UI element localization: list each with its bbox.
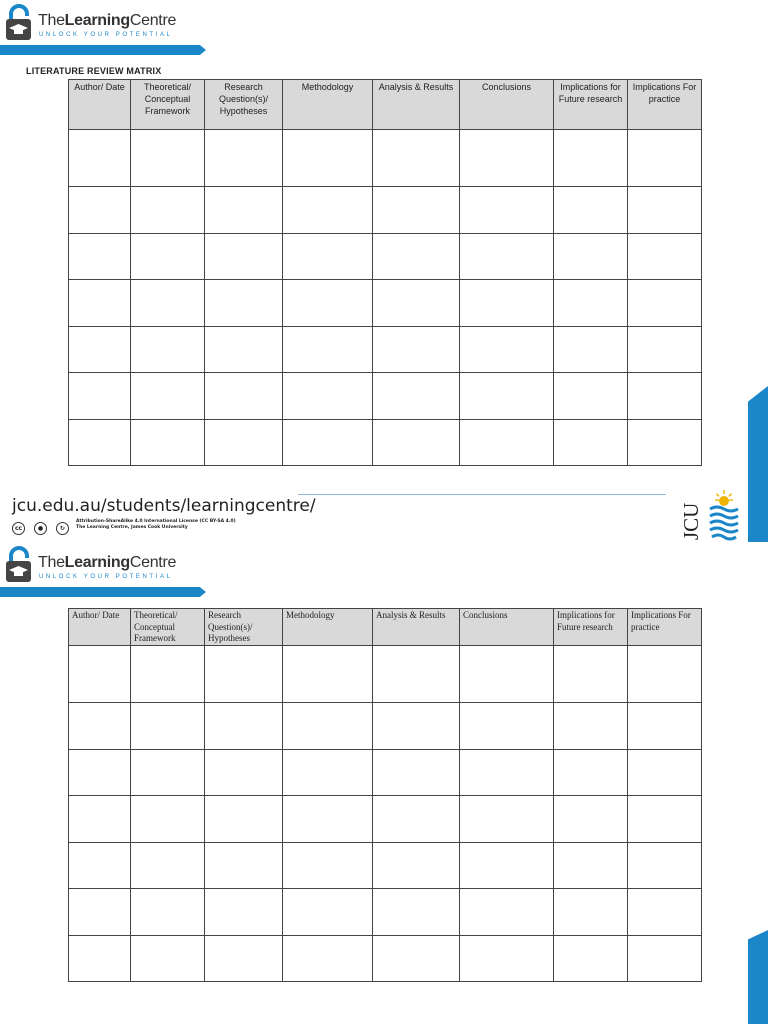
column-header: Methodology [283,80,373,130]
literature-review-table [68,79,702,466]
learning-centre-logo [4,546,204,586]
table-cell[interactable] [460,373,554,420]
table-cell[interactable] [205,280,283,327]
table-cell[interactable] [373,233,460,280]
table-cell[interactable] [628,842,702,889]
table-cell[interactable] [460,749,554,796]
table-cell[interactable] [554,187,628,234]
table-cell[interactable] [69,233,131,280]
table-body [69,646,702,982]
column-header: Research Question(s)/ Hypotheses [205,80,283,130]
table-cell[interactable] [373,280,460,327]
table-cell[interactable] [628,796,702,843]
table-cell[interactable] [283,187,373,234]
table-cell[interactable] [460,233,554,280]
table-cell[interactable] [131,749,205,796]
side-accent-stripe [748,386,768,542]
table-cell[interactable] [205,796,283,843]
table-cell[interactable] [373,326,460,373]
table-cell[interactable] [283,889,373,936]
table-cell[interactable] [131,935,205,982]
table-cell[interactable] [460,703,554,750]
header-accent-bar [0,587,206,597]
table-cell[interactable] [554,130,628,187]
table-cell[interactable] [554,842,628,889]
table-cell[interactable] [205,233,283,280]
table-cell[interactable] [460,326,554,373]
lock-mortarboard-icon [4,546,34,584]
table-cell[interactable] [205,703,283,750]
table-cell[interactable] [205,889,283,936]
table-cell[interactable] [131,889,205,936]
table-cell[interactable] [373,889,460,936]
table-cell[interactable] [205,187,283,234]
table-cell[interactable] [554,280,628,327]
table-cell[interactable] [373,842,460,889]
table-cell[interactable] [460,842,554,889]
table-cell[interactable] [554,419,628,466]
table-row [69,703,702,750]
cc-license-icons [12,518,78,534]
brand-tagline: UNLOCK YOUR POTENTIAL [39,574,173,580]
table-cell[interactable] [283,646,373,703]
table-row [69,935,702,982]
matrix-title: LITERATURE REVIEW MATRIX [26,66,162,76]
table-cell[interactable] [283,703,373,750]
table-cell[interactable] [460,187,554,234]
table-row [69,326,702,373]
table-cell[interactable] [69,130,131,187]
table-cell[interactable] [283,935,373,982]
table-cell[interactable] [69,326,131,373]
table-cell[interactable] [373,646,460,703]
table-cell[interactable] [283,280,373,327]
license-text: Attribution-ShareAlike 4.0 International License (CC BY-SA 4.0) The Learning Centre, James Cook University [76,519,236,530]
column-header: Analysis & Results [373,80,460,130]
table-cell[interactable] [69,373,131,420]
table-header-row [69,609,702,646]
column-header: Author/ Date [69,609,131,646]
table-cell[interactable] [554,749,628,796]
table-cell[interactable] [554,326,628,373]
table-cell[interactable] [460,935,554,982]
table-cell[interactable] [69,703,131,750]
table-row [69,280,702,327]
brand-name: TheLearningCentre [38,554,177,571]
table-cell[interactable] [628,935,702,982]
table-cell[interactable] [69,842,131,889]
table-cell[interactable] [283,842,373,889]
table-cell[interactable] [283,373,373,420]
table-cell[interactable] [373,187,460,234]
table-cell[interactable] [373,796,460,843]
table-cell[interactable] [554,373,628,420]
table-row [69,749,702,796]
table-cell[interactable] [460,419,554,466]
lock-mortarboard-icon [4,4,34,42]
table-cell[interactable] [205,842,283,889]
side-accent-stripe [748,930,768,1024]
table-cell[interactable] [554,646,628,703]
table-cell[interactable] [554,935,628,982]
table-cell[interactable] [69,187,131,234]
table-cell[interactable] [283,796,373,843]
jcu-logo [679,488,742,542]
table-cell[interactable] [628,280,702,327]
cc-icon: cc [12,522,25,535]
column-header: Conclusions [460,80,554,130]
table-header-row [69,80,702,130]
table-cell[interactable] [628,749,702,796]
table-cell[interactable] [628,646,702,703]
table-cell[interactable] [283,419,373,466]
table-cell[interactable] [131,646,205,703]
table-cell[interactable] [205,130,283,187]
header-accent-bar [0,45,206,55]
attribution-icon: ● [34,522,47,535]
table-row [69,233,702,280]
table-cell[interactable] [131,419,205,466]
table-cell[interactable] [460,646,554,703]
brand-name: TheLearningCentre [38,12,177,29]
table-cell[interactable] [373,419,460,466]
table-cell[interactable] [205,935,283,982]
table-row [69,796,702,843]
table-cell[interactable] [131,796,205,843]
table-cell[interactable] [69,935,131,982]
column-header: Conclusions [460,609,554,646]
column-header: Implications For practice [628,609,702,646]
table-cell[interactable] [628,326,702,373]
table-cell[interactable] [628,889,702,936]
column-header: Implications for Future research [554,80,628,130]
column-header: Methodology [283,609,373,646]
table-cell[interactable] [460,796,554,843]
table-cell[interactable] [205,326,283,373]
table-cell[interactable] [554,889,628,936]
table-cell[interactable] [69,796,131,843]
column-header: Author/ Date [69,80,131,130]
table-cell[interactable] [628,373,702,420]
table-cell[interactable] [554,796,628,843]
table-cell[interactable] [283,749,373,796]
column-header: Theoretical/ Conceptual Framework [131,609,205,646]
table-cell[interactable] [628,703,702,750]
table-cell[interactable] [131,130,205,187]
table-row [69,646,702,703]
table-row [69,373,702,420]
footer-divider [298,494,666,495]
column-header: Implications for Future research [554,609,628,646]
brand-tagline: UNLOCK YOUR POTENTIAL [39,32,173,38]
column-header: Implications For practice [628,80,702,130]
footer-url[interactable]: jcu.edu.au/students/learningcentre/ [12,496,316,516]
table-cell[interactable] [69,749,131,796]
table-cell[interactable] [460,130,554,187]
table-cell[interactable] [373,130,460,187]
table-cell[interactable] [283,130,373,187]
document-page-2 [0,542,768,1024]
table-cell[interactable] [69,646,131,703]
table-cell[interactable] [205,373,283,420]
table-cell[interactable] [131,187,205,234]
table-body [69,130,702,466]
table-cell[interactable] [131,233,205,280]
column-header: Theoretical/ Conceptual Framework [131,80,205,130]
table-cell[interactable] [205,646,283,703]
table-cell[interactable] [554,703,628,750]
table-cell[interactable] [373,935,460,982]
column-header: Analysis & Results [373,609,460,646]
table-cell[interactable] [69,889,131,936]
table-cell[interactable] [628,233,702,280]
table-row [69,419,702,466]
table-cell[interactable] [628,187,702,234]
literature-review-table-continued [68,608,702,982]
table-cell[interactable] [205,419,283,466]
table-cell[interactable] [131,703,205,750]
table-cell[interactable] [131,842,205,889]
table-cell[interactable] [554,233,628,280]
table-cell[interactable] [283,326,373,373]
share-alike-icon: ↻ [56,522,69,535]
table-cell[interactable] [628,130,702,187]
table-cell[interactable] [131,326,205,373]
table-cell[interactable] [283,233,373,280]
table-cell[interactable] [131,373,205,420]
table-cell[interactable] [460,889,554,936]
table-cell[interactable] [628,419,702,466]
table-row [69,130,702,187]
table-row [69,889,702,936]
table-cell[interactable] [205,749,283,796]
table-cell[interactable] [373,703,460,750]
table-cell[interactable] [69,280,131,327]
table-cell[interactable] [69,419,131,466]
jcu-logo-text: JCU [679,502,703,540]
table-cell[interactable] [460,280,554,327]
table-row [69,842,702,889]
column-header: Research Question(s)/ Hypotheses [205,609,283,646]
table-cell[interactable] [373,749,460,796]
table-cell[interactable] [131,280,205,327]
learning-centre-logo [4,4,204,44]
table-cell[interactable] [373,373,460,420]
table-row [69,187,702,234]
